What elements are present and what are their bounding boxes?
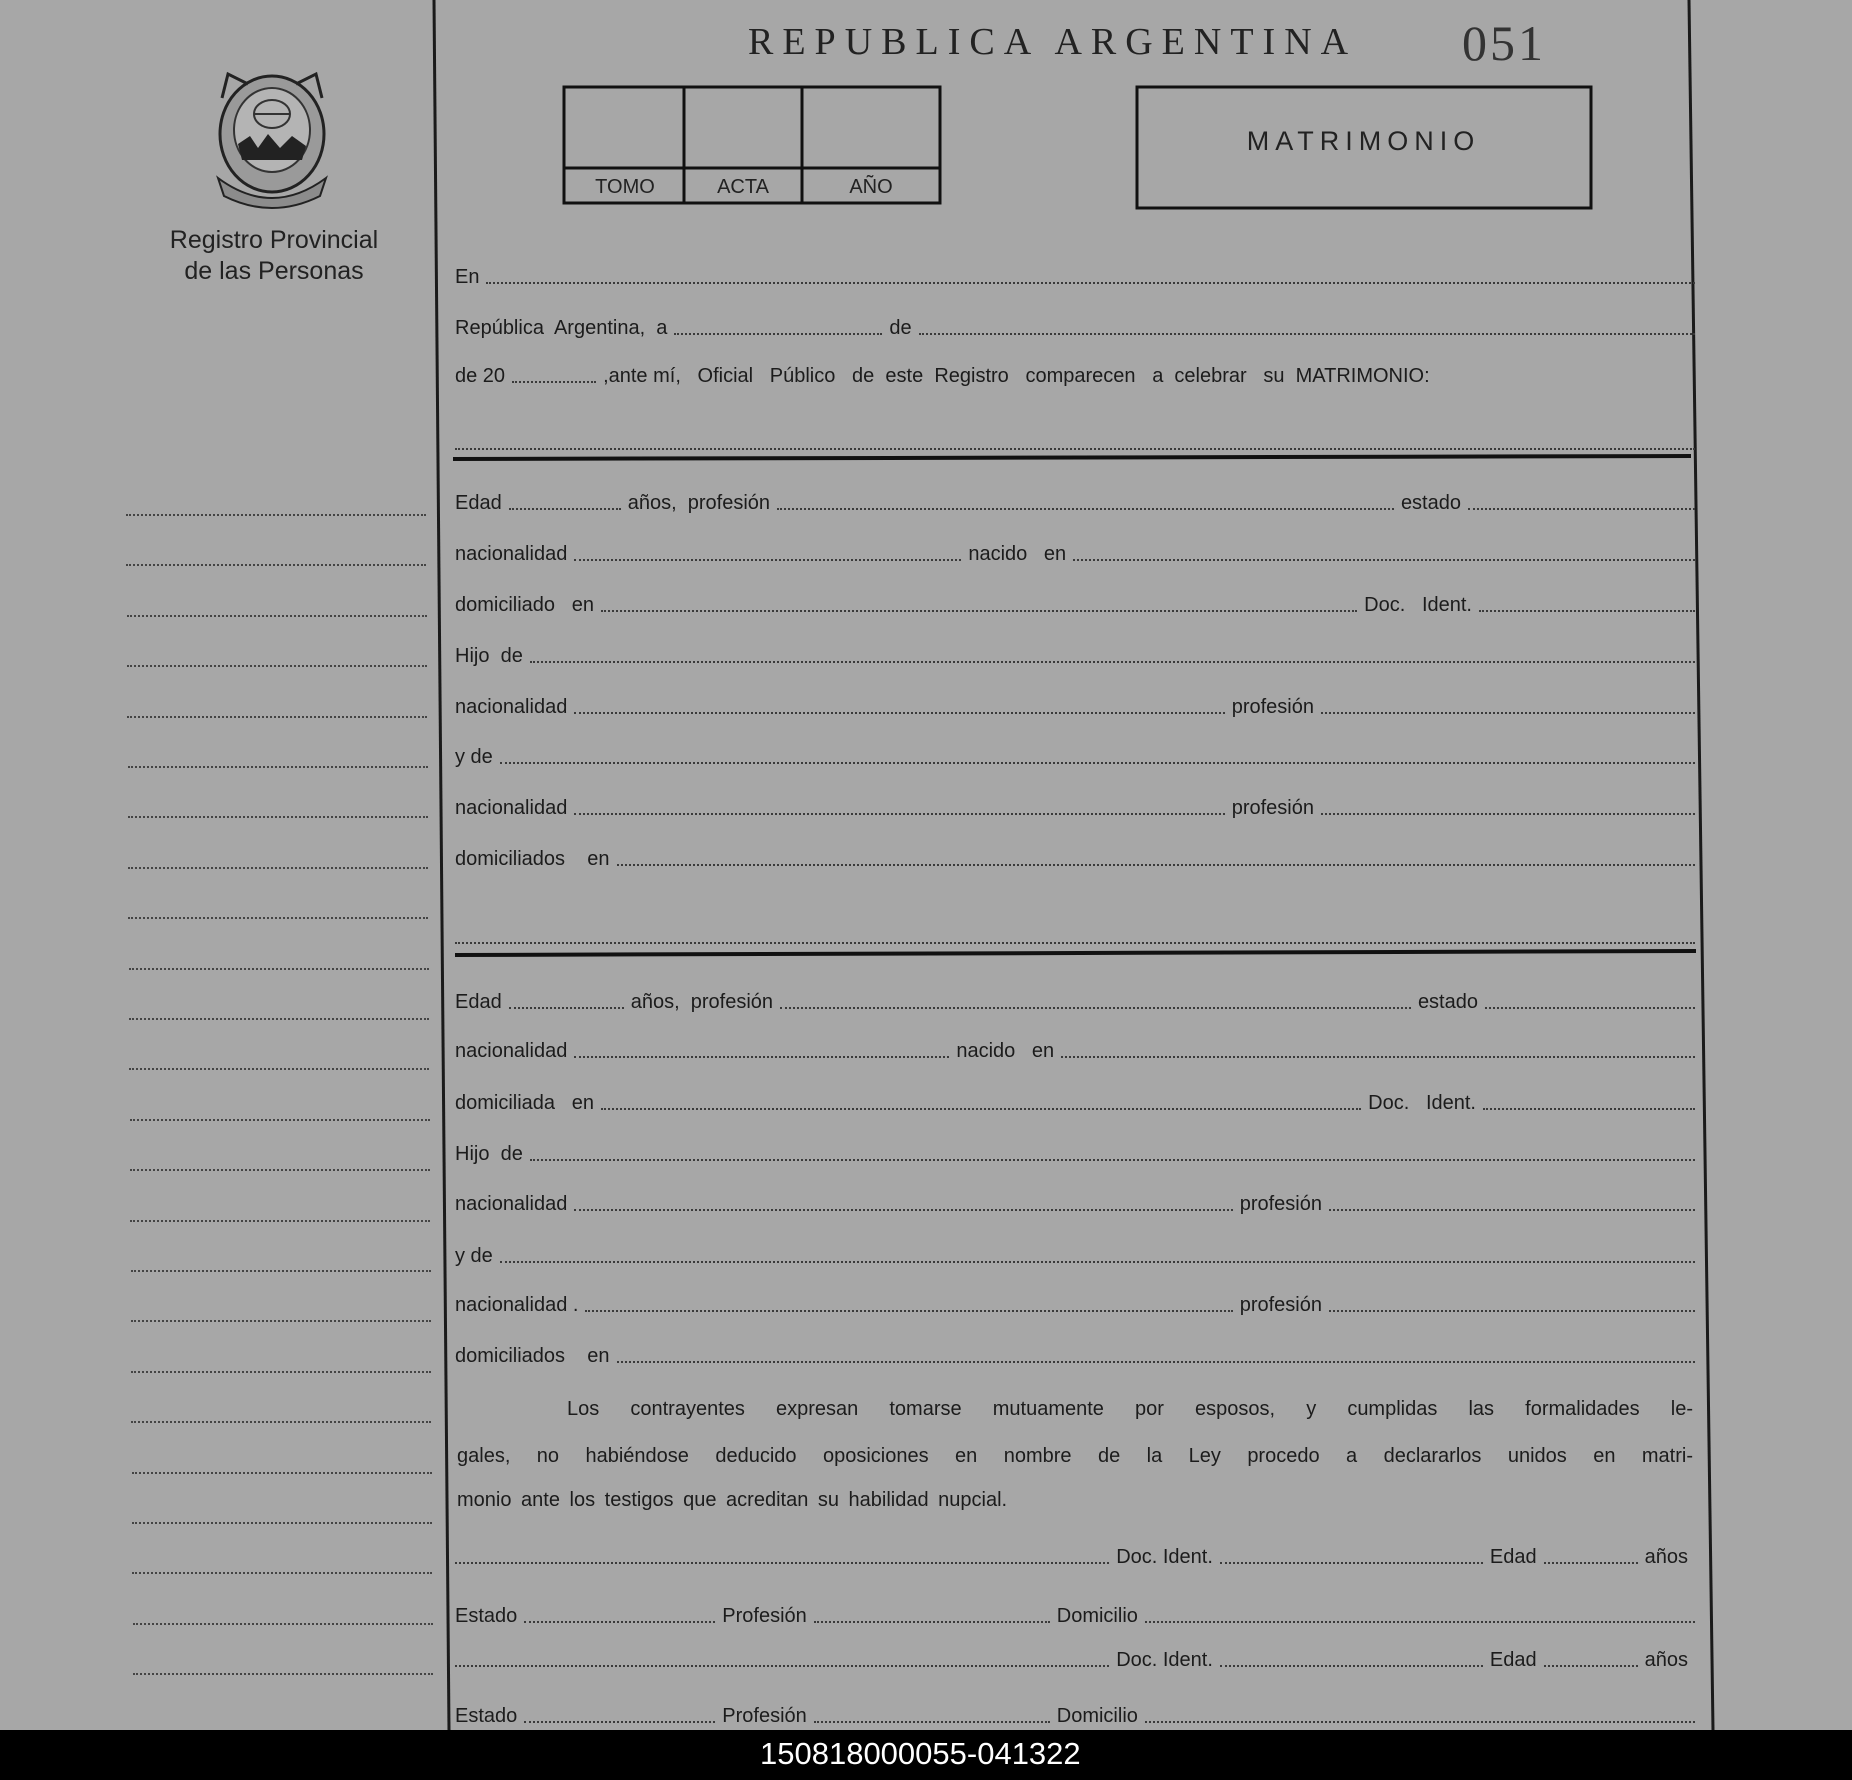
- blank-field-line: [455, 448, 1695, 450]
- margin-note-line: [131, 1371, 431, 1373]
- field-label: En: [455, 266, 480, 288]
- blank-field-line: [512, 381, 596, 383]
- blank-field-line: [601, 1108, 1361, 1110]
- form-row: [455, 1539, 1695, 1569]
- form-row: [455, 587, 1695, 617]
- margin-note-line: [131, 1270, 431, 1272]
- field-label: Hijo de: [455, 1143, 523, 1165]
- margin-note-line: [128, 766, 428, 768]
- blank-field-line: [524, 1721, 715, 1723]
- form-row: [455, 1186, 1695, 1216]
- blank-field-line: [1544, 1562, 1638, 1564]
- form-row: [455, 1642, 1695, 1672]
- field-label: Estado: [455, 1705, 518, 1727]
- margin-note-line: [132, 1572, 432, 1574]
- blank-field-line: [1321, 813, 1695, 815]
- declaration-line-2: gales, no habiéndose deducido oposiciones en nombre de la Ley procedo a declararlos unidos en matri-: [457, 1445, 1693, 1467]
- form-row: [455, 1136, 1695, 1166]
- field-label: domiciliada en: [455, 1092, 594, 1114]
- field-label: Profesión: [722, 1605, 807, 1627]
- field-label: nacido en: [956, 1040, 1055, 1062]
- declaration-line-1: Los contrayentes expresan tomarse mutuamente por esposos, y cumplidas las formalidades le-: [567, 1398, 1693, 1420]
- blank-field-line: [585, 1310, 1232, 1312]
- form-row: [455, 1598, 1695, 1628]
- field-label: profesión: [1231, 797, 1314, 819]
- blank-field-line: [1220, 1562, 1483, 1564]
- blank-field-line: [1329, 1310, 1695, 1312]
- field-label: Domicilio: [1056, 1605, 1138, 1627]
- form-row: [455, 984, 1695, 1014]
- field-label: años: [1644, 1546, 1688, 1568]
- form-row: [455, 1698, 1695, 1728]
- form-row: [455, 1085, 1695, 1115]
- field-label: domiciliado en: [455, 594, 594, 616]
- field-label: y de: [455, 1245, 493, 1267]
- blank-field-line: [1321, 712, 1695, 714]
- blank-field-line: [617, 1361, 1695, 1363]
- registry-name-line2: de las Personas: [184, 257, 364, 285]
- blank-field-line: [530, 1159, 1695, 1161]
- form-row: [455, 1287, 1695, 1317]
- field-label: Edad: [1489, 1546, 1537, 1568]
- blank-field-line: [780, 1007, 1411, 1009]
- blank-field-line: [814, 1621, 1050, 1623]
- blank-field-line: [1329, 1209, 1695, 1211]
- blank-field-line: [509, 508, 621, 510]
- field-label: estado: [1400, 492, 1461, 514]
- barcode-text: 150818000055-041322: [760, 1736, 1081, 1771]
- form-row: [455, 739, 1695, 769]
- field-label: profesión: [1239, 1294, 1322, 1316]
- field-label: Profesión: [722, 1705, 807, 1727]
- blank-field-line: [486, 282, 1695, 284]
- acta-label: ACTA: [717, 176, 769, 198]
- blank-field-line: [601, 610, 1357, 612]
- blank-field-line: [455, 1562, 1109, 1564]
- field-label: Hijo de: [455, 645, 523, 667]
- field-label: Estado: [455, 1605, 518, 1627]
- form-row: [455, 638, 1695, 668]
- field-label: Edad: [455, 492, 502, 514]
- margin-note-line: [132, 1472, 432, 1474]
- blank-field-line: [574, 813, 1224, 815]
- declaration-line-3: monio ante los testigos que acreditan su habilidad nupcial.: [457, 1489, 1008, 1511]
- blank-field-line: [919, 333, 1695, 335]
- margin-note-line: [131, 1421, 431, 1423]
- margin-note-line: [129, 1068, 429, 1070]
- blank-field-line: [574, 712, 1224, 714]
- margin-note-line: [129, 968, 429, 970]
- blank-field-line: [524, 1621, 715, 1623]
- field-label: domiciliados en: [455, 1345, 610, 1367]
- field-label: años: [1644, 1649, 1688, 1671]
- margin-note-line: [133, 1623, 433, 1625]
- footer-bar: [0, 1730, 1852, 1780]
- field-label: y de: [455, 746, 493, 768]
- field-label: domiciliados en: [455, 848, 610, 870]
- blank-field-line: [530, 661, 1695, 663]
- margin-note-line: [127, 615, 427, 617]
- blank-field-line: [455, 1665, 1109, 1667]
- form-row: [455, 259, 1695, 289]
- tomo-label: TOMO: [595, 176, 655, 198]
- form-row: [455, 1033, 1695, 1063]
- field-label: Domicilio: [1056, 1705, 1138, 1727]
- blank-field-line: [1061, 1056, 1695, 1058]
- blank-field-line: [674, 333, 882, 335]
- form-row: [455, 536, 1695, 566]
- margin-note-line: [128, 917, 428, 919]
- blank-field-line: [1483, 1108, 1695, 1110]
- margin-note-line: [130, 1169, 430, 1171]
- blank-field-line: [500, 1261, 1695, 1263]
- field-label: nacionalidad: [455, 797, 568, 819]
- blank-field-line: [500, 762, 1695, 764]
- form-row: [455, 919, 1695, 949]
- field-label: República Argentina, a: [455, 317, 668, 339]
- margin-note-line: [126, 514, 426, 516]
- field-label: nacionalidad: [455, 1193, 568, 1215]
- field-label: profesión: [1231, 696, 1314, 718]
- form-number: 051: [1462, 15, 1546, 71]
- blank-field-line: [1468, 508, 1695, 510]
- margin-note-line: [129, 1018, 429, 1020]
- field-label: ,ante mí, Oficial Público de este Registro comparecen a celebrar su MATRIMONIO:: [603, 365, 1430, 387]
- blank-field-line: [574, 1056, 949, 1058]
- form-row: [455, 1338, 1695, 1368]
- form-row: [455, 689, 1695, 719]
- blank-field-line: [777, 508, 1394, 510]
- ano-label: AÑO: [849, 176, 893, 198]
- blank-field-line: [1145, 1621, 1695, 1623]
- field-label: nacionalidad: [455, 1040, 568, 1062]
- field-label: años, profesión: [627, 492, 771, 514]
- field-label: Edad: [455, 991, 502, 1013]
- margin-note-line: [131, 1320, 431, 1322]
- margin-note-line: [130, 1220, 430, 1222]
- form-row: [455, 485, 1695, 515]
- blank-field-line: [509, 1007, 624, 1009]
- margin-note-line: [127, 665, 427, 667]
- field-label: estado: [1417, 991, 1478, 1013]
- field-label: nacionalidad: [455, 696, 568, 718]
- blank-field-line: [814, 1721, 1050, 1723]
- margin-note-line: [127, 716, 427, 718]
- form-row: [455, 1238, 1695, 1268]
- form-row: [455, 358, 1695, 388]
- field-label: años, profesión: [630, 991, 774, 1013]
- form-row: [455, 841, 1695, 871]
- blank-field-line: [1479, 610, 1695, 612]
- blank-field-line: [574, 1209, 1232, 1211]
- record-type-title: MATRIMONIO: [1246, 126, 1481, 156]
- field-label: Doc. Ident.: [1368, 1092, 1476, 1114]
- form-row: [455, 425, 1695, 455]
- blank-field-line: [1220, 1665, 1483, 1667]
- margin-note-line: [128, 816, 428, 818]
- registry-name-line1: Registro Provincial: [169, 226, 379, 254]
- field-label: de: [889, 317, 912, 339]
- form-row: [455, 310, 1695, 340]
- blank-field-line: [1544, 1665, 1638, 1667]
- field-label: nacido en: [968, 543, 1067, 565]
- blank-field-line: [1073, 559, 1695, 561]
- form-row: [455, 790, 1695, 820]
- margin-note-line: [128, 867, 428, 869]
- field-label: Doc. Ident.: [1364, 594, 1472, 616]
- blank-field-line: [617, 864, 1695, 866]
- blank-field-line: [1145, 1721, 1695, 1723]
- field-label: profesión: [1239, 1193, 1322, 1215]
- misiones-seal-logo: [208, 68, 336, 210]
- margin-note-line: [133, 1673, 433, 1675]
- field-label: de 20: [455, 365, 506, 387]
- blank-field-line: [1485, 1007, 1695, 1009]
- field-label: nacionalidad .: [455, 1294, 579, 1316]
- field-label: nacionalidad: [455, 543, 568, 565]
- country-title: REPUBLICA ARGENTINA: [748, 21, 1358, 63]
- blank-field-line: [574, 559, 961, 561]
- field-label: Edad: [1489, 1649, 1537, 1671]
- margin-note-line: [126, 564, 426, 566]
- field-label: Doc. Ident.: [1116, 1649, 1213, 1671]
- blank-field-line: [455, 942, 1695, 944]
- margin-note-line: [130, 1119, 430, 1121]
- field-label: Doc. Ident.: [1116, 1546, 1213, 1568]
- margin-note-line: [132, 1522, 432, 1524]
